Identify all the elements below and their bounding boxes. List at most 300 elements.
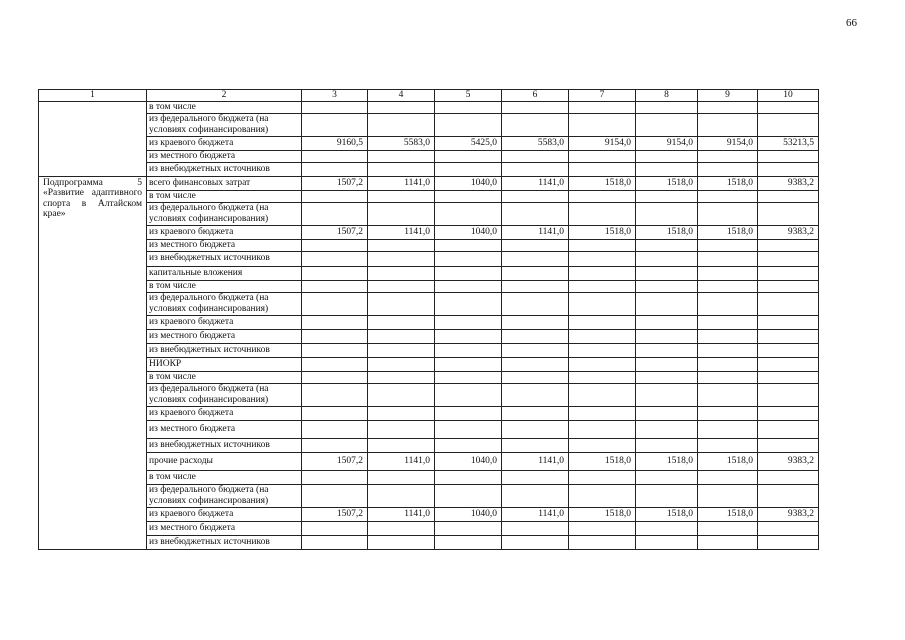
value-cell [569, 292, 636, 315]
value-cell [302, 239, 368, 251]
row-label: капитальные вложения [147, 266, 302, 280]
value-cell [435, 239, 502, 251]
value-cell [502, 470, 569, 484]
value-cell [302, 315, 368, 329]
row-label: из внебюджетных источников [147, 343, 302, 357]
value-cell: 9383,2 [758, 176, 819, 190]
value-cell [502, 266, 569, 280]
table-row [39, 357, 819, 371]
table-row [39, 162, 819, 176]
value-cell: 1141,0 [368, 452, 435, 470]
value-cell: 1141,0 [502, 452, 569, 470]
value-cell [302, 521, 368, 535]
value-cell [698, 420, 758, 438]
value-cell [758, 292, 819, 315]
value-cell [698, 162, 758, 176]
value-cell [758, 162, 819, 176]
value-cell [758, 535, 819, 549]
value-cell [368, 521, 435, 535]
value-cell [368, 484, 435, 507]
value-cell [502, 357, 569, 371]
row-label: из федерального бюджета (на условиях софинансирования) [147, 383, 302, 406]
value-cell [435, 266, 502, 280]
table-row [39, 202, 819, 225]
value-cell [302, 162, 368, 176]
value-cell [368, 438, 435, 452]
value-cell [502, 521, 569, 535]
row-label: в том числе [147, 190, 302, 202]
value-cell: 9383,2 [758, 507, 819, 521]
table-body [39, 90, 819, 550]
value-cell [636, 202, 698, 225]
value-cell [368, 371, 435, 383]
value-cell: 9154,0 [569, 136, 636, 150]
value-cell: 1141,0 [502, 225, 569, 239]
value-cell [435, 535, 502, 549]
row-label: из краевого бюджета [147, 315, 302, 329]
value-cell [368, 535, 435, 549]
value-cell [636, 113, 698, 136]
value-cell [502, 343, 569, 357]
value-cell: 5425,0 [435, 136, 502, 150]
value-cell: 1040,0 [435, 225, 502, 239]
header-cell: 8 [636, 90, 698, 102]
value-cell [698, 329, 758, 343]
table-row [39, 225, 819, 239]
value-cell [368, 280, 435, 292]
value-cell [758, 251, 819, 266]
value-cell [435, 162, 502, 176]
value-cell [636, 438, 698, 452]
value-cell [636, 343, 698, 357]
value-cell [569, 357, 636, 371]
row-label: из краевого бюджета [147, 225, 302, 239]
value-cell [636, 292, 698, 315]
value-cell: 1040,0 [435, 452, 502, 470]
value-cell [368, 266, 435, 280]
table-row [39, 102, 819, 114]
table-row [39, 452, 819, 470]
value-cell: 53213,5 [758, 136, 819, 150]
value-cell: 1040,0 [435, 507, 502, 521]
page-number: 66 [846, 17, 857, 29]
table-row [39, 113, 819, 136]
value-cell [435, 315, 502, 329]
value-cell [368, 202, 435, 225]
row-label: из краевого бюджета [147, 507, 302, 521]
value-cell [502, 280, 569, 292]
value-cell [636, 371, 698, 383]
value-cell [569, 266, 636, 280]
value-cell [758, 280, 819, 292]
table-row [39, 521, 819, 535]
value-cell [435, 113, 502, 136]
value-cell [636, 280, 698, 292]
value-cell [368, 190, 435, 202]
value-cell [569, 202, 636, 225]
header-cell: 1 [39, 90, 147, 102]
value-cell [636, 484, 698, 507]
value-cell [698, 438, 758, 452]
value-cell [302, 202, 368, 225]
table-row [39, 383, 819, 406]
header-row [39, 90, 819, 102]
table-row [39, 420, 819, 438]
program-label: Подпрограмма 5 «Развитие адаптивного спорта в Алтайском крае» [39, 176, 147, 549]
value-cell [758, 202, 819, 225]
value-cell [302, 383, 368, 406]
value-cell [636, 190, 698, 202]
table-row [39, 266, 819, 280]
value-cell [502, 113, 569, 136]
row-label: из местного бюджета [147, 329, 302, 343]
table-row [39, 470, 819, 484]
value-cell [435, 190, 502, 202]
table-row [39, 484, 819, 507]
value-cell [758, 470, 819, 484]
value-cell: 1518,0 [569, 225, 636, 239]
value-cell [569, 329, 636, 343]
value-cell [435, 357, 502, 371]
value-cell [758, 484, 819, 507]
table-row [39, 136, 819, 150]
value-cell [636, 150, 698, 162]
value-cell [698, 102, 758, 114]
row-label: НИОКР [147, 357, 302, 371]
table-row [39, 343, 819, 357]
value-cell [435, 438, 502, 452]
value-cell [368, 113, 435, 136]
value-cell [435, 329, 502, 343]
header-cell: 3 [302, 90, 368, 102]
value-cell: 1518,0 [569, 176, 636, 190]
value-cell [698, 113, 758, 136]
value-cell [569, 190, 636, 202]
value-cell: 1141,0 [502, 507, 569, 521]
value-cell [636, 521, 698, 535]
table-row [39, 176, 819, 190]
value-cell: 1518,0 [698, 452, 758, 470]
value-cell [569, 239, 636, 251]
value-cell [302, 371, 368, 383]
value-cell: 1518,0 [636, 225, 698, 239]
value-cell [569, 280, 636, 292]
value-cell [502, 315, 569, 329]
value-cell [302, 343, 368, 357]
value-cell [435, 343, 502, 357]
row-label: из федерального бюджета (на условиях софинансирования) [147, 292, 302, 315]
value-cell: 1040,0 [435, 176, 502, 190]
value-cell [698, 315, 758, 329]
row-label: из местного бюджета [147, 150, 302, 162]
row-label: из краевого бюджета [147, 406, 302, 420]
row-label: в том числе [147, 280, 302, 292]
table-row [39, 251, 819, 266]
table-row [39, 535, 819, 549]
table-row [39, 280, 819, 292]
row-label: в том числе [147, 102, 302, 114]
value-cell [368, 315, 435, 329]
value-cell [698, 280, 758, 292]
value-cell [698, 357, 758, 371]
row-label: всего финансовых затрат [147, 176, 302, 190]
value-cell [758, 357, 819, 371]
value-cell [758, 190, 819, 202]
value-cell [569, 383, 636, 406]
value-cell [758, 239, 819, 251]
row-label: из внебюджетных источников [147, 251, 302, 266]
value-cell [698, 251, 758, 266]
value-cell [636, 102, 698, 114]
value-cell: 9154,0 [636, 136, 698, 150]
table-row [39, 190, 819, 202]
value-cell [435, 470, 502, 484]
value-cell [636, 266, 698, 280]
value-cell: 1507,2 [302, 225, 368, 239]
value-cell [758, 420, 819, 438]
table-row [39, 150, 819, 162]
program-cell-empty [39, 102, 147, 177]
value-cell: 1141,0 [368, 507, 435, 521]
value-cell [302, 420, 368, 438]
table-row [39, 239, 819, 251]
value-cell: 1141,0 [368, 225, 435, 239]
budget-table [38, 89, 819, 550]
header-cell: 6 [502, 90, 569, 102]
value-cell [569, 251, 636, 266]
value-cell [636, 420, 698, 438]
value-cell [698, 150, 758, 162]
value-cell: 1518,0 [698, 176, 758, 190]
value-cell [435, 251, 502, 266]
row-label: из местного бюджета [147, 239, 302, 251]
header-cell: 2 [147, 90, 302, 102]
table-row [39, 292, 819, 315]
value-cell [569, 470, 636, 484]
value-cell: 5583,0 [502, 136, 569, 150]
value-cell [636, 162, 698, 176]
value-cell [502, 251, 569, 266]
value-cell [698, 521, 758, 535]
row-label: из внебюджетных источников [147, 162, 302, 176]
value-cell [368, 343, 435, 357]
header-cell: 9 [698, 90, 758, 102]
value-cell [636, 406, 698, 420]
row-label: из краевого бюджета [147, 136, 302, 150]
value-cell [435, 406, 502, 420]
value-cell: 1141,0 [368, 176, 435, 190]
value-cell [758, 329, 819, 343]
value-cell [302, 251, 368, 266]
value-cell [435, 383, 502, 406]
value-cell [302, 266, 368, 280]
header-cell: 7 [569, 90, 636, 102]
value-cell [636, 357, 698, 371]
value-cell: 1518,0 [636, 452, 698, 470]
value-cell [302, 329, 368, 343]
value-cell [435, 202, 502, 225]
row-label: из федерального бюджета (на условиях софинансирования) [147, 113, 302, 136]
value-cell [758, 521, 819, 535]
value-cell [698, 371, 758, 383]
value-cell [698, 190, 758, 202]
value-cell [758, 102, 819, 114]
header-cell: 4 [368, 90, 435, 102]
value-cell [698, 484, 758, 507]
value-cell [569, 150, 636, 162]
value-cell [302, 150, 368, 162]
value-cell [368, 292, 435, 315]
value-cell: 1141,0 [502, 176, 569, 190]
row-label: из внебюджетных источников [147, 535, 302, 549]
value-cell [569, 162, 636, 176]
value-cell: 5583,0 [368, 136, 435, 150]
table-row [39, 371, 819, 383]
value-cell: 1518,0 [636, 176, 698, 190]
value-cell [502, 484, 569, 507]
value-cell [435, 150, 502, 162]
value-cell: 9383,2 [758, 452, 819, 470]
value-cell [368, 239, 435, 251]
value-cell [302, 292, 368, 315]
value-cell [435, 292, 502, 315]
value-cell [758, 371, 819, 383]
table-row [39, 315, 819, 329]
value-cell: 1518,0 [698, 225, 758, 239]
value-cell [502, 420, 569, 438]
value-cell [435, 521, 502, 535]
value-cell [758, 383, 819, 406]
value-cell [758, 343, 819, 357]
value-cell [636, 329, 698, 343]
value-cell [569, 438, 636, 452]
value-cell [368, 102, 435, 114]
value-cell [636, 383, 698, 406]
value-cell [569, 406, 636, 420]
value-cell: 1518,0 [698, 507, 758, 521]
row-label: в том числе [147, 371, 302, 383]
value-cell: 1507,2 [302, 176, 368, 190]
value-cell [368, 406, 435, 420]
table-row [39, 329, 819, 343]
value-cell: 1518,0 [569, 507, 636, 521]
value-cell [502, 383, 569, 406]
value-cell [435, 420, 502, 438]
value-cell [698, 266, 758, 280]
value-cell: 9383,2 [758, 225, 819, 239]
row-label: из федерального бюджета (на условиях софинансирования) [147, 202, 302, 225]
header-cell: 10 [758, 90, 819, 102]
value-cell [758, 438, 819, 452]
header-cell: 5 [435, 90, 502, 102]
row-label: из местного бюджета [147, 420, 302, 438]
value-cell: 1518,0 [569, 452, 636, 470]
value-cell [302, 102, 368, 114]
row-label: из внебюджетных источников [147, 438, 302, 452]
value-cell [758, 266, 819, 280]
value-cell [502, 406, 569, 420]
value-cell [368, 420, 435, 438]
value-cell [758, 315, 819, 329]
value-cell [368, 329, 435, 343]
value-cell [698, 202, 758, 225]
value-cell [435, 371, 502, 383]
value-cell [502, 202, 569, 225]
value-cell [758, 406, 819, 420]
value-cell [698, 292, 758, 315]
value-cell [569, 521, 636, 535]
value-cell [502, 102, 569, 114]
row-label: в том числе [147, 470, 302, 484]
value-cell: 1518,0 [636, 507, 698, 521]
value-cell [368, 251, 435, 266]
value-cell [636, 251, 698, 266]
row-label: прочие расходы [147, 452, 302, 470]
value-cell [502, 292, 569, 315]
value-cell [569, 420, 636, 438]
value-cell [502, 150, 569, 162]
value-cell: 9160,5 [302, 136, 368, 150]
value-cell [502, 190, 569, 202]
value-cell [502, 438, 569, 452]
value-cell [569, 343, 636, 357]
value-cell [569, 315, 636, 329]
value-cell [569, 102, 636, 114]
value-cell [636, 239, 698, 251]
table-row [39, 438, 819, 452]
value-cell [636, 470, 698, 484]
value-cell [302, 470, 368, 484]
value-cell [569, 371, 636, 383]
value-cell [435, 280, 502, 292]
value-cell [758, 150, 819, 162]
table-row [39, 406, 819, 420]
value-cell [368, 383, 435, 406]
value-cell [302, 280, 368, 292]
value-cell [435, 484, 502, 507]
value-cell [302, 484, 368, 507]
value-cell [502, 535, 569, 549]
value-cell: 9154,0 [698, 136, 758, 150]
value-cell [368, 470, 435, 484]
value-cell [698, 239, 758, 251]
row-label: из местного бюджета [147, 521, 302, 535]
value-cell [302, 406, 368, 420]
value-cell: 1507,2 [302, 507, 368, 521]
value-cell [698, 406, 758, 420]
value-cell [698, 343, 758, 357]
value-cell [698, 535, 758, 549]
value-cell [368, 150, 435, 162]
value-cell: 1507,2 [302, 452, 368, 470]
value-cell [502, 371, 569, 383]
value-cell [569, 484, 636, 507]
value-cell [368, 162, 435, 176]
value-cell [302, 535, 368, 549]
value-cell [502, 239, 569, 251]
value-cell [302, 190, 368, 202]
value-cell [569, 113, 636, 136]
value-cell [758, 113, 819, 136]
value-cell [435, 102, 502, 114]
value-cell [698, 383, 758, 406]
table-row [39, 507, 819, 521]
value-cell [636, 315, 698, 329]
value-cell [636, 535, 698, 549]
value-cell [302, 113, 368, 136]
value-cell [302, 357, 368, 371]
value-cell [698, 470, 758, 484]
